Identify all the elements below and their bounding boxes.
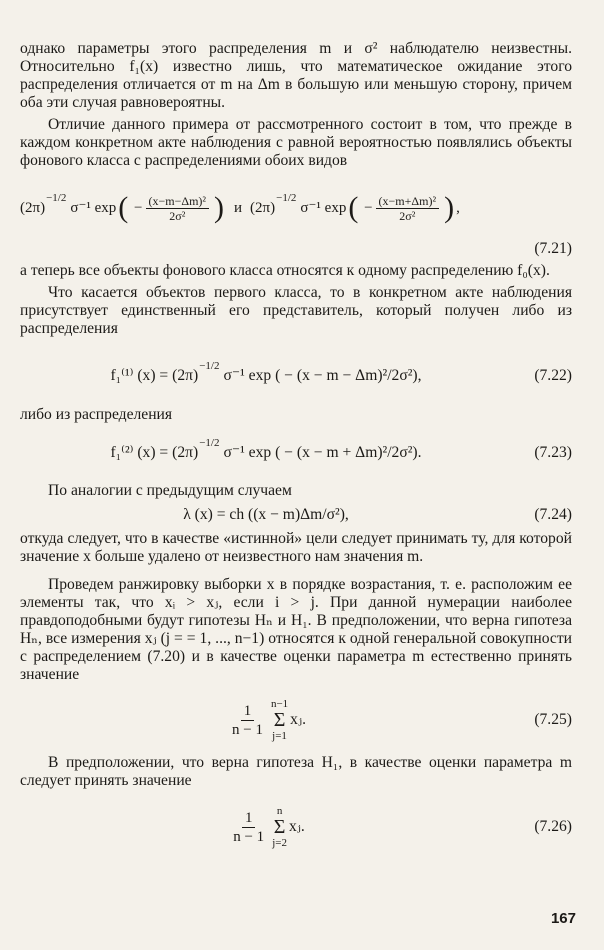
page-body (20, 40, 572, 858)
equation-7-25: $\frac{1}{n - 1}$ n−1 Σ j=1 xⱼ. (7.25) (231, 698, 572, 742)
eq21-base: (2π) (20, 200, 46, 216)
eq21-conjunction: и (234, 200, 243, 216)
eq22-label: (7.22) (534, 367, 572, 384)
equation-7-23: f₁⁽²⁾ (x) = (2π) −1/2 σ⁻¹ exp ( − (x − m + Δm)²/2σ²). (7.23) (110, 437, 572, 461)
paragraph-5: либо из распределения (20, 406, 173, 423)
eq25-label: (7.25) (534, 711, 572, 728)
eq21-factor: σ⁻¹ exp (70, 200, 117, 216)
equation-7-24: λ (x) = ch ((x − m)Δm/σ²), (7.24) (183, 506, 572, 523)
eq24-label: (7.24) (534, 506, 572, 523)
equation-7-22: f₁⁽¹⁾ (x) = (2π) −1/2 σ⁻¹ exp ( − (x − m − Δm)²/2σ²), (7.22) (110, 360, 572, 384)
paragraph-3: а теперь все объекты фонового класса относятся к одному распределению f₀(x). (20, 262, 550, 279)
paragraph-6: По аналогии с предыдущим случаем (48, 482, 292, 499)
paragraph-8: Проведем ранжировку выборки x в порядке возрастания, т. е. расположим ее элементы так, что xᵢ > xⱼ, если i > j. При данной нумерации наиболее правдоподобными будут гипотезы Hₙ и H₁. В предположении, что верна гипотеза Hₙ, все измерения xⱼ (j = = 1, ..., n−1) относятся к одной генеральной совокупности с распределением (7.20) и в качестве оценки параметра m естественно принять значение (20, 576, 572, 683)
eq21-exponent: −1/2 (46, 192, 67, 204)
eq26-label: (7.26) (534, 818, 572, 835)
equation-7-21: (2π) −1/2 σ⁻¹ exp ( − $\frac{\text{(x−m−Δm)²}}{\text{2σ²}}$ ) и (2π) −1/2 σ⁻¹ exp ( − $\frac{\text{(x−m+Δm)²}}{\text{2σ²}}$ ) , (20, 191, 460, 224)
eq21-fraction-1: $\frac{\text{(x−m−Δm)²}}{\text{2σ²}}$ (146, 194, 210, 223)
eq21-fraction-2: $\frac{\text{(x−m+Δm)²}}{\text{2σ²}}$ (376, 194, 440, 223)
page-number: 167 (550, 910, 576, 927)
paragraph-9: В предположении, что верна гипотеза H₁, в качестве оценки параметра m следует принять значение (20, 754, 572, 789)
eq23-label: (7.23) (534, 444, 572, 461)
paragraph-7: откуда следует, что в качестве «истинной» цели следует принимать ту, для которой значение x больше удалено от неизвестного нам значения m. (20, 530, 572, 565)
equation-7-26: $\frac{1}{n - 1}$ n Σ j=2 xⱼ. (7.26) (233, 805, 572, 849)
summation-sign: n Σ j=2 (272, 805, 287, 849)
paragraph-2: Отличие данного примера от рассмотренного состоит в том, что прежде в каждом конкретном акте наблюдения с равной вероятностью появлялись объекты фонового класса с распределениями обоих видов (20, 116, 572, 169)
summation-sign: n−1 Σ j=1 (270, 698, 289, 742)
paragraph-1: однако параметры этого распределения m и σ² наблюдателю неизвестны. Относительно f₁(x) известно лишь, что математическое ожидание этого распределения отличается от m на Δm в большую или меньшую сторону, причем оба эти случая равновероятны. (20, 40, 572, 111)
eq21-label: (7.21) (534, 240, 572, 257)
paragraph-4: Что касается объектов первого класса, то в конкретном акте наблюдения присутствует единственный его представитель, который получен либо из распределения (20, 284, 572, 337)
